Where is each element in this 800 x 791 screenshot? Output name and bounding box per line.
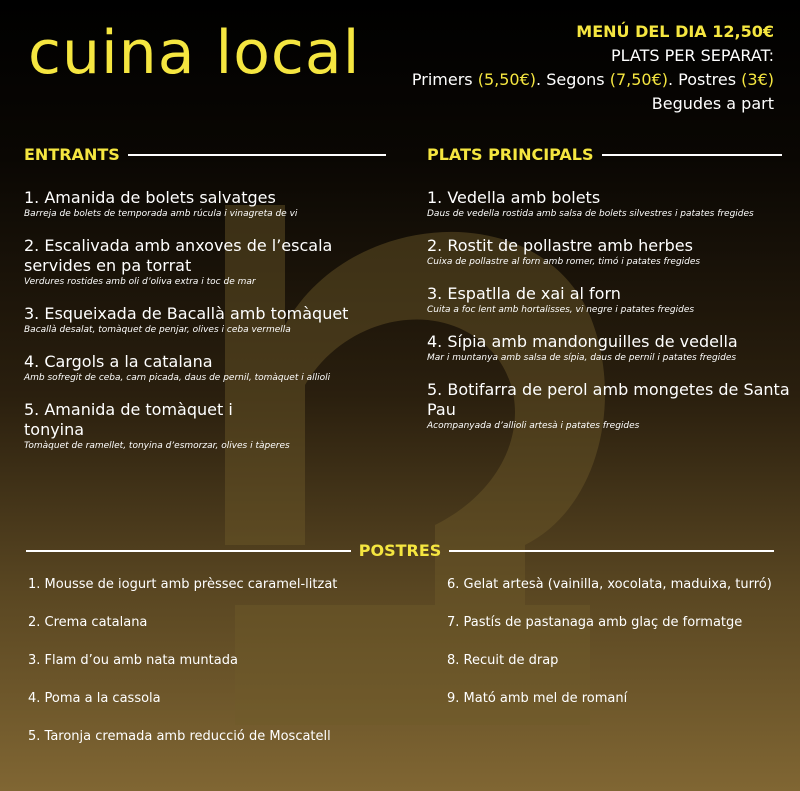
desserts-heading: [26, 541, 774, 560]
primers-label: Primers: [411, 70, 473, 89]
dish-name: 2. Escalivada amb anxoves de l’escala servides en pa torrat: [24, 236, 333, 275]
list-item: [24, 304, 389, 336]
starters-list: [24, 188, 389, 468]
dish-description: Amb sofregit de ceba, carn picada, daus de pernil, tomàquet i allioli: [24, 373, 331, 383]
list-item: 1. Mousse de iogurt amb prèssec caramel-litzat: [28, 577, 338, 592]
starters-rule: [128, 154, 386, 156]
list-item: 8. Recuit de drap: [447, 653, 559, 668]
menu-price: MENÚ DEL DIA 12,50€: [576, 22, 774, 41]
mains-heading: [427, 145, 782, 164]
list-item: 2. Crema catalana: [28, 615, 148, 630]
dish-description: Cuita a foc lent amb hortalisses, vi negre i patates fregides: [427, 305, 695, 315]
list-item: [427, 332, 792, 364]
segons-label: . Segons: [536, 70, 605, 89]
desserts-rule-right: [449, 550, 774, 552]
dish-name: 5. Botifarra de perol amb mongetes de Santa Pau: [427, 380, 790, 419]
dish-name: 1. Amanida de bolets salvatges: [24, 188, 276, 207]
desserts-rule-left: [26, 550, 351, 552]
starters-title: ENTRANTS: [24, 145, 120, 164]
list-item: [427, 188, 792, 220]
list-item: [24, 400, 290, 452]
list-item: 6. Gelat artesà (vainilla, xocolata, maduixa, turró): [447, 577, 772, 592]
dish-description: Cuixa de pollastre al forn amb romer, timó i patates fregides: [427, 257, 701, 267]
dish-name: 2. Rostit de pollastre amb herbes: [427, 236, 693, 255]
segons-price: (7,50€): [609, 70, 668, 89]
mains-title: PLATS PRINCIPALS: [427, 145, 594, 164]
desserts-title: POSTRES: [358, 541, 442, 560]
dish-description: Acompanyada d’allioli artesà i patates fregides: [427, 421, 640, 431]
list-item: 4. Poma a la cassola: [28, 691, 161, 706]
dish-name: 4. Cargols a la catalana: [24, 352, 213, 371]
dish-description: Bacallà desalat, tomàquet de penjar, olives i ceba vermella: [24, 325, 291, 335]
drinks-note: Begudes a part: [651, 94, 774, 113]
dish-description: Daus de vedella rostida amb salsa de bolets silvestres i patates fregides: [427, 209, 754, 219]
list-item: 9. Mató amb mel de romaní: [447, 691, 628, 706]
list-item: [24, 352, 389, 384]
desserts-list-right: [447, 576, 797, 728]
list-item: [24, 188, 389, 220]
menu-pricing: [412, 20, 774, 116]
list-item: 7. Pastís de pastanaga amb glaç de formatge: [447, 615, 743, 630]
dish-name: 3. Espatlla de xai al forn: [427, 284, 621, 303]
list-item: [427, 284, 792, 316]
dish-description: Verdures rostides amb oli d’oliva extra i toc de mar: [24, 277, 256, 287]
dish-name: 4. Sípia amb mandonguilles de vedella: [427, 332, 738, 351]
primers-price: (5,50€): [477, 70, 537, 89]
dish-name: 1. Vedella amb bolets: [427, 188, 601, 207]
dish-name: 3. Esqueixada de Bacallà amb tomàquet: [24, 304, 349, 323]
list-item: [427, 380, 792, 432]
list-item: 5. Taronja cremada amb reducció de Moscatell: [28, 729, 331, 744]
separate-label: PLATS PER SEPARAT:: [610, 46, 774, 65]
list-item: [24, 236, 389, 288]
desserts-list-left: [28, 576, 428, 766]
postres-label: . Postres: [668, 70, 737, 89]
dish-description: Tomàquet de ramellet, tonyina d’esmorzar, olives i tàperes: [24, 441, 290, 451]
dish-description: Mar i muntanya amb salsa de sípia, daus de pernil i patates fregides: [427, 353, 737, 363]
mains-list: [427, 188, 792, 448]
starters-heading: [24, 145, 386, 164]
list-item: [427, 236, 792, 268]
postres-price: (3€): [741, 70, 774, 89]
dish-description: Barreja de bolets de temporada amb rúcula i vinagreta de vi: [24, 209, 298, 219]
list-item: 3. Flam d’ou amb nata muntada: [28, 653, 238, 668]
separate-prices: [412, 68, 774, 92]
mains-rule: [602, 154, 782, 156]
dish-name: 5. Amanida de tomàquet i tonyina: [24, 400, 233, 439]
brand-logo-text: cuina local: [28, 18, 361, 88]
